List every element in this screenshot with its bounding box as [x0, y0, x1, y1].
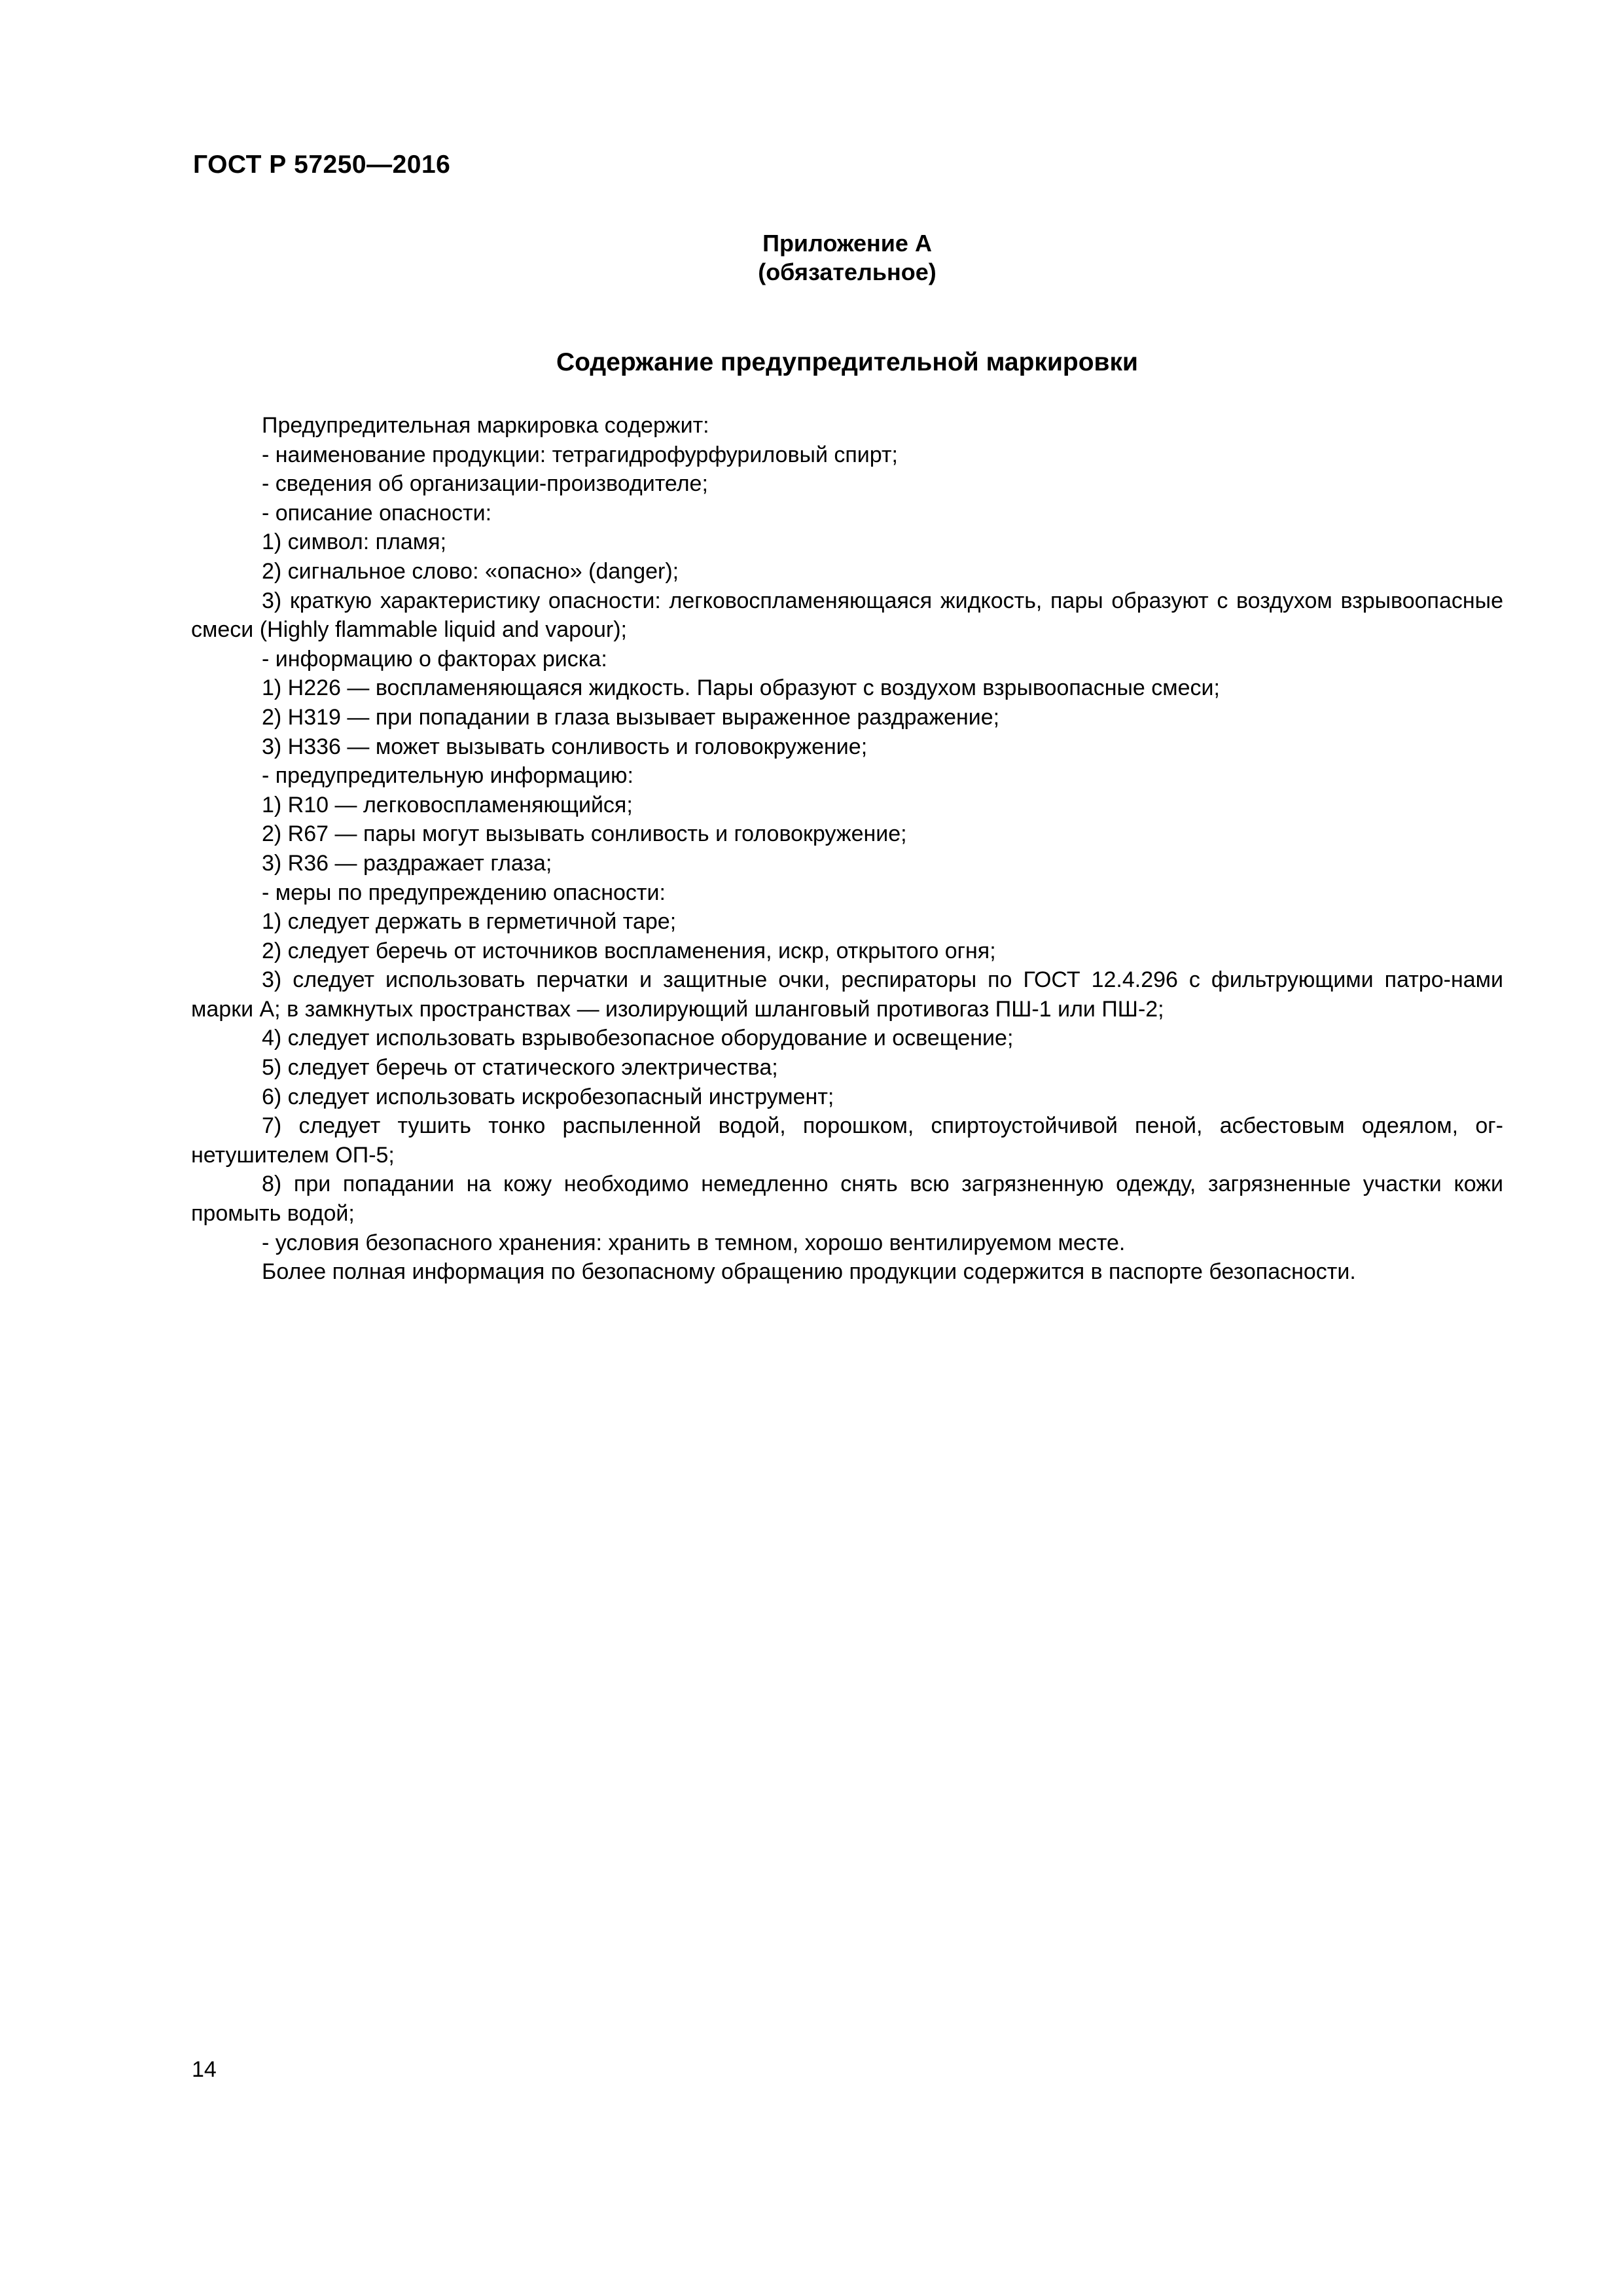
paragraph: 5) следует беречь от статического электричества; [262, 1055, 778, 1081]
paragraph: - описание опасности: [262, 500, 492, 526]
paragraph: 2) сигнальное слово: «опасно» (danger); [262, 558, 679, 584]
paragraph: - информацию о факторах риска: [262, 646, 607, 672]
paragraph: 2) R67 — пары могут вызывать сонливость и головокружение; [262, 821, 907, 847]
page-number: 14 [192, 2057, 217, 2082]
paragraph: 7) следует тушить тонко распыленной водой, порошком, спиртоустойчивой пеной, асбестовым одеялом, ог-нетушителем ОП-5; [191, 1113, 1503, 1168]
section-title: Содержание предупредительной маркировки [556, 348, 1139, 376]
paragraph: - предупредительную информацию: [262, 763, 633, 789]
paragraph: - меры по предупреждению опасности: [262, 880, 666, 905]
paragraph: 2) следует беречь от источников воспламенения, искр, открытого огня; [262, 938, 996, 963]
paragraph: 3) Н336 — может вызывать сонливость и головокружение; [262, 734, 868, 759]
paragraph: 1) следует держать в герметичной таре; [262, 909, 677, 935]
paragraph: - наименование продукции: тетрагидрофурфуриловый спирт; [262, 442, 898, 467]
document-code: ГОСТ Р 57250—2016 [193, 151, 451, 179]
paragraph: 8) при попадании на кожу необходимо немедленно снять всю загрязненную одежду, загрязненные участки кожи промыть водой; [191, 1172, 1503, 1227]
paragraph: 3) R36 — раздражает глаза; [262, 850, 552, 876]
paragraph: 3) следует использовать перчатки и защитные очки, респираторы по ГОСТ 12.4.296 с фильтрующими патро-нами марки А; в замкнутых пространствах — изолирующий шланговый противогаз ПШ-1 или ПШ-2; [191, 967, 1503, 1022]
paragraph: 1) символ: пламя; [262, 529, 447, 555]
paragraph: - условия безопасного хранения: хранить в темном, хорошо вентилируемом месте. [262, 1230, 1126, 1255]
paragraph: 4) следует использовать взрывобезопасное оборудование и освещение; [262, 1026, 1014, 1051]
paragraph: Предупредительная маркировка содержит: [262, 413, 709, 438]
paragraph: - сведения об организации-производителе; [262, 471, 708, 497]
appendix-status: (обязательное) [758, 259, 936, 285]
paragraph: 6) следует использовать искробезопасный инструмент; [262, 1084, 834, 1109]
body-text [191, 411, 1503, 1287]
paragraph: 1) Н226 — воспламеняющаяся жидкость. Пары образуют с воздухом взрывоопасные смеси; [262, 675, 1220, 701]
appendix-title: Приложение А [762, 230, 932, 257]
paragraph: Более полная информация по безопасному обращению продукции содержится в паспорте безопасности. [262, 1259, 1356, 1285]
paragraph: 2) Н319 — при попадании в глаза вызывает выраженное раздражение; [262, 704, 1000, 730]
paragraph: 1) R10 — легковоспламеняющийся; [262, 792, 633, 817]
paragraph: 3) краткую характеристику опасности: легковоспламеняющаяся жидкость, пары образуют с воздухом взрывоопасные смеси (Highly flammable liquid and vapour); [191, 588, 1503, 643]
